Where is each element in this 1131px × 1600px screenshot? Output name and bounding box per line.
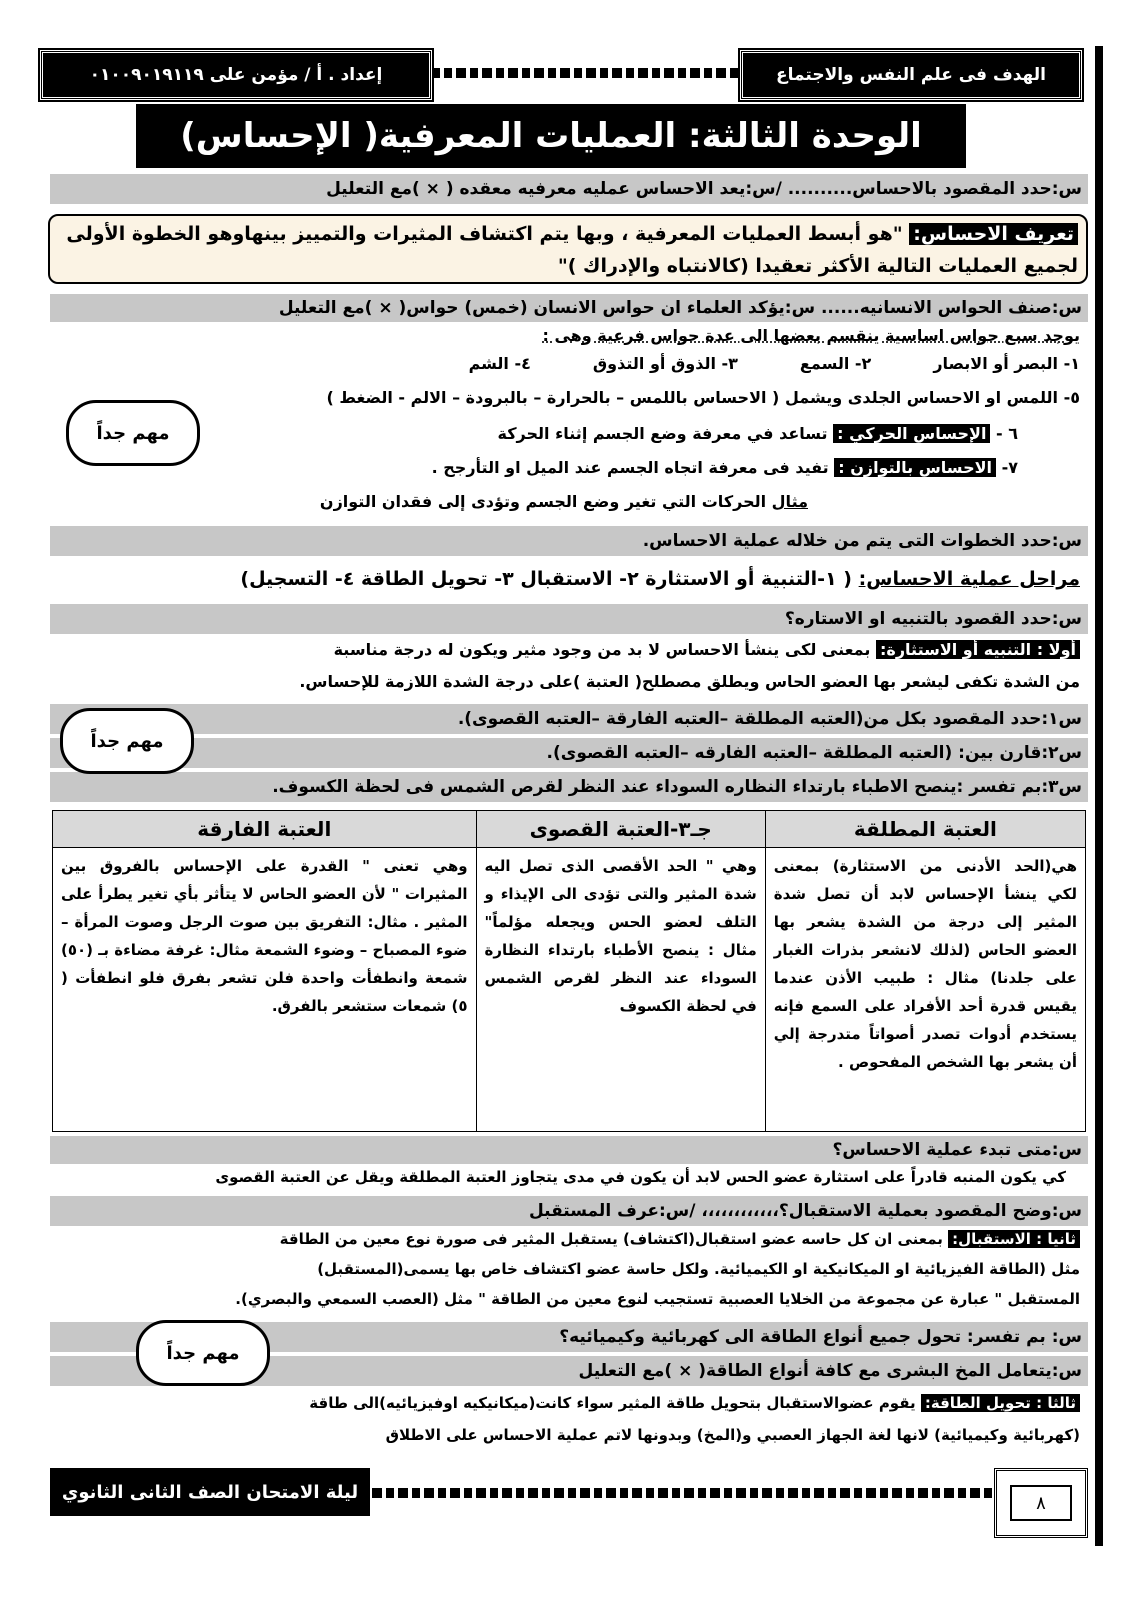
senses-row	[50, 354, 1088, 373]
footer-title: ليلة الامتحان الصف الثانى الثانوي	[50, 1468, 370, 1516]
second-step	[50, 1230, 1088, 1248]
table-header-row	[53, 811, 1086, 848]
important-badge-3: مهم جداً	[136, 1320, 270, 1386]
header-subject-text: الهدف فى علم النفس والاجتماع	[776, 65, 1046, 85]
stages-text: ( ١-التنبية أو الاستثارة ٢- الاستقبال ٣- تحويل الطاقة ٤- التسجيل)	[240, 568, 852, 590]
thresholds-table	[52, 810, 1086, 1132]
sense-6-num: ٦ -	[996, 424, 1018, 443]
stages	[50, 568, 1088, 590]
third-step	[50, 1394, 1088, 1412]
header-author-text: إعداد . أ / مؤمن على ٠١٠٠٩٠١٩١١٩	[89, 65, 383, 85]
sense-7-label: الاحساس بالتوازن :	[834, 458, 996, 477]
question-1: س:حدد المقصود بالاحساس.......... /س:يعد الاحساس عمليه معرفيه معقده ( × )مع التعليل	[50, 174, 1088, 204]
senses-intro: يوجد سبع حواس اساسية ينقسم بعضها الى عدة حواس فرعية وهى :	[542, 326, 1080, 345]
cell-max: وهي " الحد الأقصى الذى تصل اليه شدة المثير والتى تؤدى الى الإيذاء و التلف لعضو الحس ويجعله مؤلماً" مثال : ينصح الأطباء بارتداء النظارة السوداء عند النظر لقرص الشمس في لحظة الكسوف	[476, 848, 765, 1132]
header-author	[40, 50, 432, 100]
sense-3: ٣- الذوق أو التذوق	[592, 354, 738, 373]
question-11: س:يتعامل المخ البشرى مع كافة أنواع الطاقة( × )مع التعليل	[50, 1356, 1088, 1386]
sense-6-text: تساعد في معرفة وضع الجسم إثناء الحركة	[497, 424, 828, 443]
important-badge-2: مهم جداً	[60, 708, 194, 774]
first-step-line2: من الشدة تكفى ليشعر بها العضو الحاس ويطلق مصطلح( العتبة )على درجة الشدة اللازمة للإحساس.	[299, 672, 1080, 691]
sense-6-label: الإحساس الحركي :	[833, 424, 990, 443]
page-number: ٨	[1010, 1485, 1072, 1521]
cell-absolute: هي(الحد الأدنى من الاستثارة) بمعنى لكي ينشأ الإحساس لابد أن تصل شدة المثير إلى درجة من الشدة يشعر بها العضو الحاس (لذلك لانشعر بذرات الغبار على جلدنا) مثال : طبيب الأذن عندما يقيس قدرة أحد الأفراد على السمع فإنه يستخدم أدوات تصدر أصواتاً متدرجة إلي أن يشعر بها الشخص المفحوص .	[765, 848, 1085, 1132]
question-10: س: بم تفسر: تحول جميع أنواع الطاقة الى كهربائية وكيميائيه؟	[50, 1322, 1088, 1352]
cell-diff: وهي تعنى " القدرة على الإحساس بالفروق بين المثيرات " لأن العضو الحاس لا يتأثر بأي تغير يطرأ على المثير . مثال: التفريق بين صوت الرجل وصوت المرأة – ضوء المصباح – وضوء الشمعة مثال: غرفة مضاءة بـ (٥٠) شمعة وانطفأت واحدة فلن تشعر بفرق فلو انطفأت ( ٥) شمعات ستشعر بالفرق.	[53, 848, 477, 1132]
header-chain-decoration	[430, 68, 738, 78]
definition-text: "هو أبسط العمليات المعرفية ، وبها يتم اكتشاف المثيرات والتمييز بينهاوهو الخطوة الأولى لجميع العمليات التالية الأكثر تعقيدا (كالانتباه والإدراك )"	[66, 223, 1078, 277]
example-7	[50, 492, 1088, 511]
question-4: س:حدد القصود بالتنبيه او الاستاره؟	[50, 604, 1088, 634]
question-9: س:وضح المقصود بعملية الاستقبال؟،،،،،،،،،،،، /س:عرف المستقبل	[50, 1196, 1088, 1226]
second-step-label: ثانيا : الاستقبال:	[948, 1230, 1080, 1248]
header-max: جـ٣-العتبة القصوى	[476, 811, 765, 848]
important-badge-1: مهم جداً	[66, 400, 200, 466]
third-step-label: ثالثا : تحويل الطاقة:	[921, 1394, 1080, 1412]
second-step-line1: بمعنى ان كل حاسه عضو استقبال(اكتشاف) يستقبل المثير فى صورة نوع معين من الطاقة	[279, 1230, 943, 1248]
sense-6	[50, 424, 1088, 443]
answer-8: كي يكون المنبه قادراً على استثارة عضو الحس لابد أن يكون في مدى يتجاوز العتبة المطلقة ويقل عن العتبة القصوى	[215, 1168, 1066, 1186]
sense-1: ١- البصر أو الابصار	[933, 354, 1080, 373]
definition-label: تعريف الاحساس:	[909, 223, 1078, 245]
question-5: س١:حدد المقصود بكل من(العتبه المطلقة –العتبه الفارقة –العتبه القصوى).	[50, 704, 1088, 734]
sense-7-text: تفيد فى معرفة اتجاه الجسم عند الميل او التأرجح .	[431, 458, 829, 477]
question-7: س٣:بم تفسر :ينصح الاطباء بارتداء النظاره السوداء عند النظر لقرص الشمس فى لحظة الكسوف.	[50, 772, 1088, 802]
sense-4: ٤- الشم	[468, 354, 531, 373]
first-step-line1: بمعنى لكى ينشأ الاحساس لا بد من وجود مثير ويكون له درجة مناسبة	[333, 640, 871, 659]
table-row	[53, 848, 1086, 1132]
third-step-line2: (كهربائية وكيميائية) لانها لغة الجهاز العصبي و(المخ) وبدونها لاتم عملية الاحساس على الاطلاق	[385, 1426, 1080, 1444]
definition-box	[48, 214, 1088, 284]
header-subject	[740, 50, 1082, 100]
question-8: س:متى تبدء عملية الاحساس؟	[50, 1136, 1088, 1164]
question-3: س:حدد الخطوات التى يتم من خلاله عملية الاحساس.	[50, 526, 1088, 556]
sense-7-num: ٧-	[1001, 458, 1018, 477]
sense-7	[50, 458, 1088, 477]
question-6: س٢:قارن بين: (العتبه المطلقة –العتبه الفارقه –العتبه القصوى).	[50, 738, 1088, 768]
second-step-line3: المستقبل " عبارة عن مجموعة من الخلايا العصبية تستجيب لنوع معين من الطاقة " مثل (العصب السمعي والبصري).	[235, 1290, 1080, 1308]
sense-2: ٢- السمع	[799, 354, 872, 373]
example-7-label: مثال	[771, 492, 808, 511]
page-frame-right	[1095, 46, 1103, 1546]
header-diff: العتبة الفارقة	[53, 811, 477, 848]
page-title: الوحدة الثالثة: العمليات المعرفية( الإحساس)	[136, 104, 966, 168]
example-7-text: الحركات التي تغير وضع الجسم وتؤدى إلى فقدان التوازن	[319, 492, 772, 511]
first-step-label: أولا : التنبيه أو الاستثارة:	[876, 640, 1080, 659]
sense-5: ٥- اللمس او الاحساس الجلدى ويشمل ( الاحساس باللمس – بالحرارة – بالبرودة – الالم - الضغط )	[326, 388, 1080, 407]
page-number-box	[994, 1468, 1088, 1538]
header-absolute: العتبة المطلقة	[765, 811, 1085, 848]
stages-label: مراحل عملية الاحساس:	[858, 568, 1080, 590]
question-2: س:صنف الحواس الانسانيه...... س:يؤكد العلماء ان حواس الانسان (خمس) حواس( × )مع التعليل	[50, 294, 1088, 322]
third-step-line1: يقوم عضوالاستقبال بتحويل طاقة المثير سواء كانت(ميكانيكيه اوفيزيائيه)الى طاقة	[309, 1394, 916, 1412]
first-step	[50, 640, 1088, 659]
second-step-line2: مثل (الطاقة الفيزيائية او الميكانيكية او الكيميائية. ولكل حاسة عضو اكتشاف خاص بها يسمى(المستقبل)	[317, 1260, 1080, 1278]
footer-chain-decoration	[372, 1488, 992, 1498]
